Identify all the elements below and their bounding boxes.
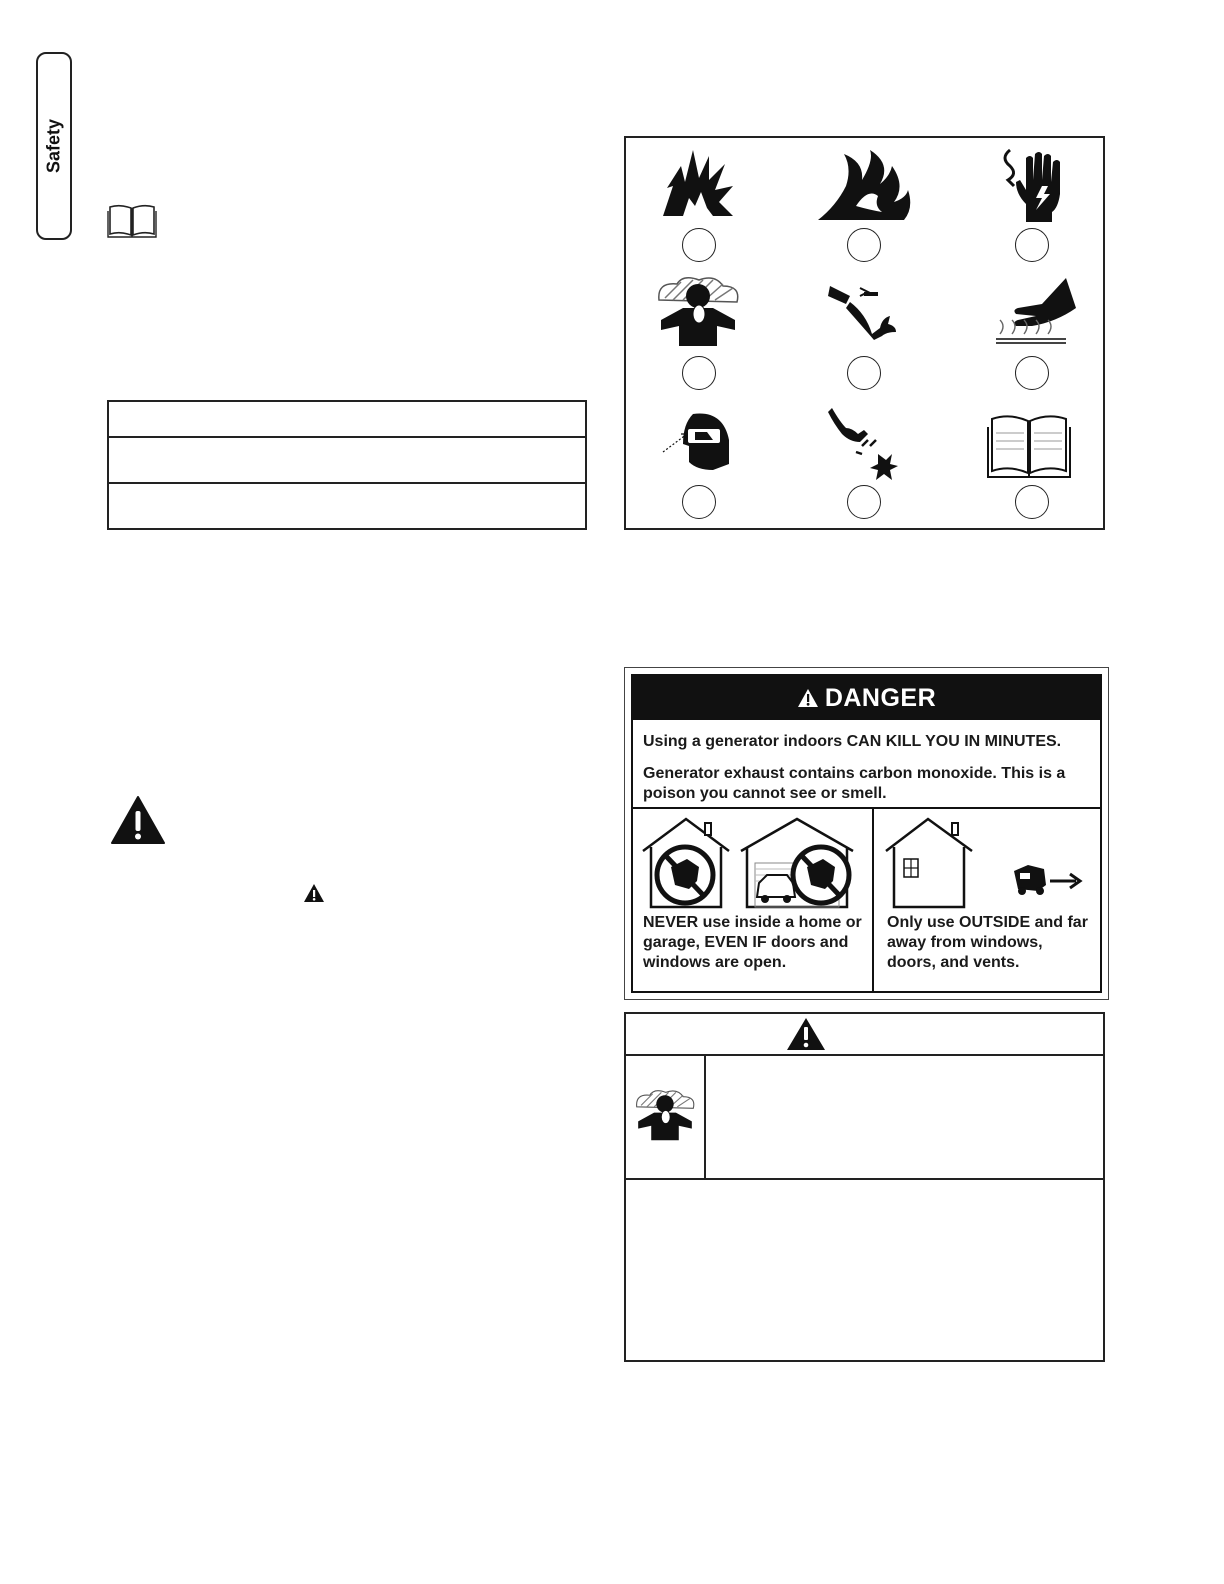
warning-icon-cell — [626, 1056, 706, 1178]
symbol-circle — [1015, 228, 1049, 262]
hot-surface-icon — [986, 274, 1076, 354]
warning-text-cell — [706, 1056, 1103, 1178]
warning-panel — [624, 1012, 1105, 1362]
danger-indoor-panel — [633, 809, 874, 991]
symbol-circle — [682, 228, 716, 262]
table-row — [109, 484, 585, 528]
fire-icon — [816, 146, 916, 226]
toxic-fumes-icon — [632, 1088, 698, 1146]
symbol-circle — [847, 356, 881, 390]
safety-alert-small-icon — [303, 883, 325, 903]
toxic-fumes-icon — [653, 274, 743, 354]
safety-alert-icon — [110, 795, 166, 845]
read-manual-icon — [106, 203, 158, 239]
signal-word-table — [107, 400, 587, 530]
danger-outdoor-panel — [874, 809, 1100, 991]
safety-alert-icon — [785, 1016, 827, 1052]
symbol-circle — [682, 485, 716, 519]
danger-message — [633, 720, 1100, 809]
safety-alert-icon — [797, 688, 819, 708]
outdoor-guidance-caption: Only use OUTSIDE and far away from windows, doors, and vents. — [887, 914, 1088, 971]
symbol-circle — [1015, 356, 1049, 390]
warning-header — [626, 1014, 1103, 1056]
danger-label — [624, 667, 1109, 1000]
kickback-icon — [816, 274, 906, 354]
outdoor-use-icon — [882, 815, 1102, 911]
eye-protection-icon — [653, 404, 743, 484]
no-indoor-use-icon — [641, 815, 867, 911]
danger-header — [633, 676, 1100, 720]
table-row — [109, 438, 585, 484]
symbol-circle — [1015, 485, 1049, 519]
table-row — [109, 402, 585, 438]
section-tab — [36, 52, 72, 240]
explosion-icon — [653, 146, 743, 226]
symbol-circle — [682, 356, 716, 390]
hazard-symbols-panel — [624, 136, 1105, 530]
indoor-warning-caption: NEVER use inside a home or garage, EVEN IF doors and windows are open. — [643, 914, 862, 971]
read-manual-icon — [984, 408, 1074, 488]
danger-line-2: Generator exhaust contains carbon monoxide. This is a poison you cannot see or smell. — [643, 765, 1066, 802]
section-tab-label: Safety — [43, 118, 64, 174]
danger-heading: DANGER — [824, 683, 937, 712]
electric-shock-icon — [986, 146, 1076, 226]
symbol-circle — [847, 485, 881, 519]
danger-line-1: Using a generator indoors CAN KILL YOU IN MINUTES. — [643, 733, 1062, 750]
moving-parts-icon — [816, 404, 906, 484]
symbol-circle — [847, 228, 881, 262]
